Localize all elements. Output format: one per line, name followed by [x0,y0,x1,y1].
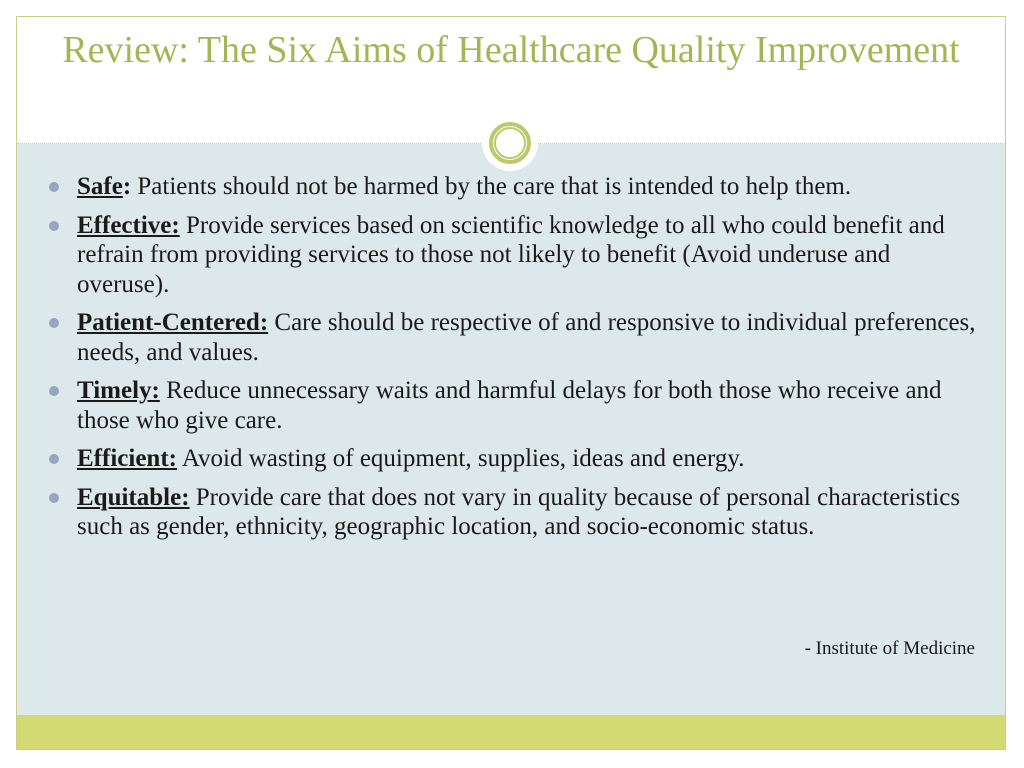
aim-term: Equitable: [77,483,190,511]
aim-term: Timely: [77,377,160,404]
list-item-equitable [47,483,982,542]
aim-description: Patients should not be harmed by the care that is intended to help them. [131,173,852,200]
aim-description: Provide services based on scientific knowledge to all who could benefit and refrain from providing services to those not likely to benefit (Avoid underuse and overuse). [77,211,945,298]
attribution: - Institute of Medicine [804,638,975,659]
slide [16,16,1006,750]
bullet-icon [49,182,59,192]
slide-title: Review: The Six Aims of Healthcare Quality Improvement [62,29,960,71]
aim-term: Safe [77,173,123,200]
bullet-icon [49,221,59,231]
bullet-icon [49,386,59,396]
aim-term: Effective: [77,211,180,239]
list-item-efficient [47,444,982,474]
list-item-patient-centered [47,308,982,367]
aim-description: Provide care that does not vary in quality because of personal characteristics such as gender, ethnicity, geographic location, and socio-economic status. [77,483,961,540]
list-item-effective [47,211,982,300]
circle-ornament-icon [482,115,538,171]
bullet-icon [49,454,59,464]
aim-description: Avoid wasting of equipment, supplies, ideas and energy. [176,445,745,472]
aims-list [47,172,982,551]
footer-band [17,715,1005,749]
bullet-icon [49,318,59,328]
list-item-timely [47,376,982,435]
aim-term: Efficient: [77,445,177,472]
list-item-safe [47,172,982,202]
aim-term: Patient-Centered: [77,309,269,336]
aim-description: Care should be respective of and responsive to individual preferences, needs, and values. [77,309,976,366]
aim-term-colon: : [122,173,132,200]
aim-description: Reduce unnecessary waits and harmful delays for both those who receive and those who give care. [77,377,942,434]
bullet-icon [49,493,59,503]
